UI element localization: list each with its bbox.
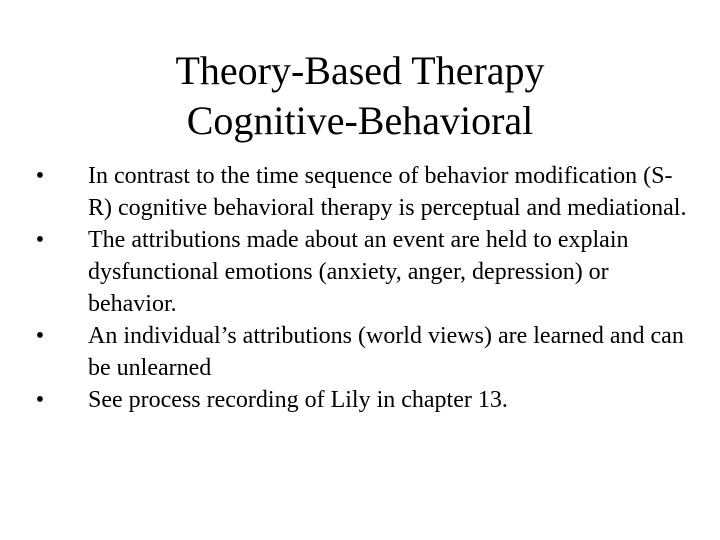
- bullet-item: [30, 384, 690, 416]
- bullet-dot-icon: •: [35, 163, 45, 189]
- bullet-text: In contrast to the time sequence of behavior modification (S-R) cognitive behavioral therapy is perceptual and mediational.: [88, 163, 687, 221]
- bullet-item: [30, 224, 690, 320]
- bullet-text: The attributions made about an event are held to explain dysfunctional emotions (anxiety, anger, depression) or behavior.: [88, 227, 629, 317]
- bullet-item: [30, 320, 690, 384]
- title-line-2: Cognitive-Behavioral: [186, 98, 534, 143]
- bullet-dot-icon: •: [35, 323, 45, 349]
- slide-title: [0, 46, 720, 146]
- bullet-text: An individual’s attributions (world views) are learned and can be unlearned: [88, 323, 684, 381]
- bullet-dot-icon: •: [35, 387, 45, 413]
- bullet-list: [30, 160, 690, 416]
- bullet-text: See process recording of Lily in chapter 13.: [88, 387, 508, 413]
- bullet-item: [30, 160, 690, 224]
- title-line-1: Theory-Based Therapy: [175, 48, 545, 93]
- bullet-dot-icon: •: [35, 227, 45, 253]
